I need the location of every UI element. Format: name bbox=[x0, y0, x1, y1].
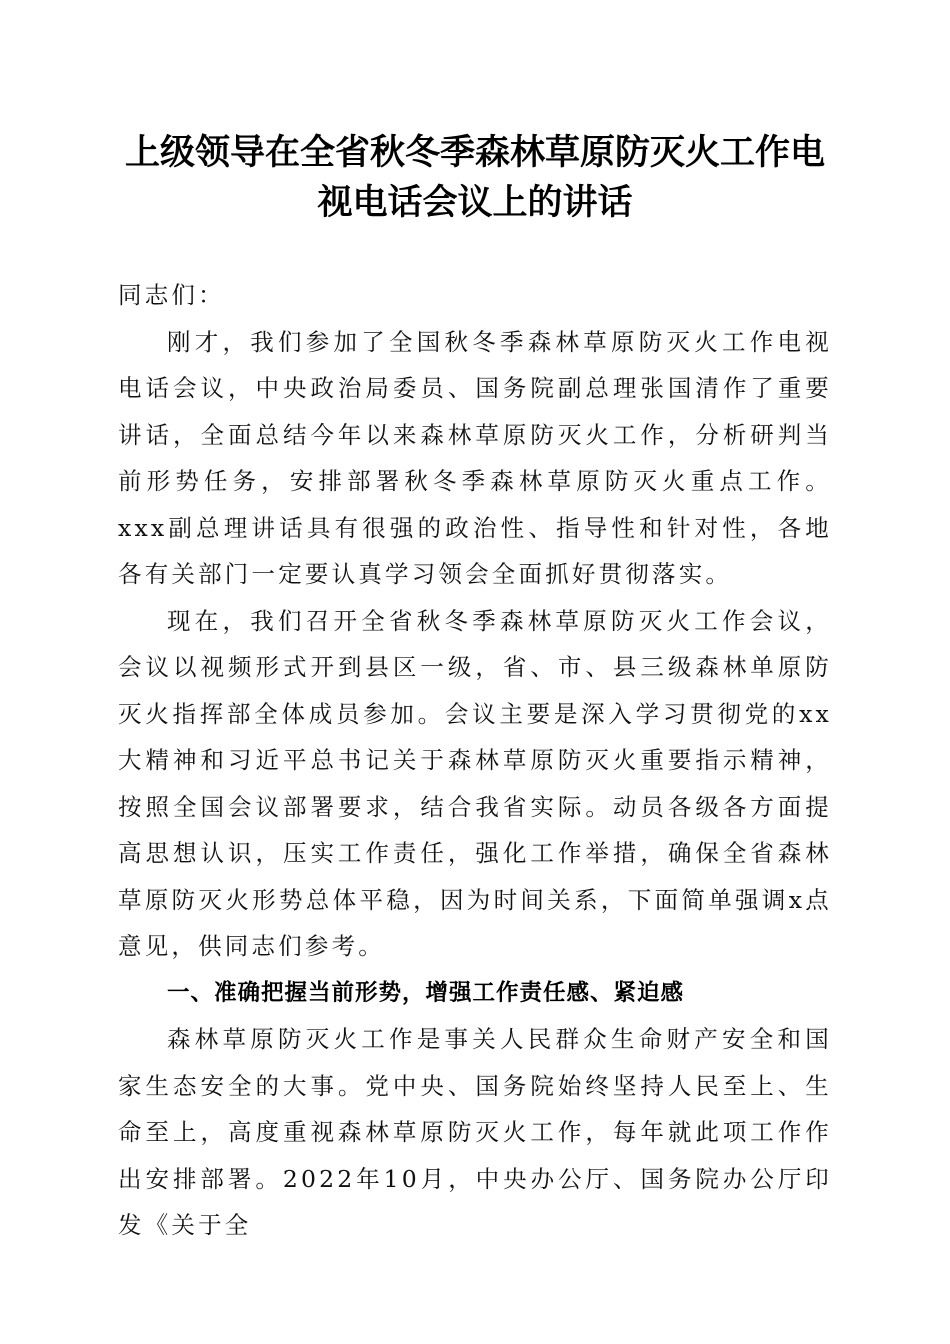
salutation: 同志们： bbox=[118, 281, 225, 309]
document-title-line-2: 视电话会议上的讲话 bbox=[317, 183, 633, 223]
paragraph-2: 现在，我们召开全省秋冬季森林草原防灭火工作会议，会议以视频形式开到县区一级，省、市、县三级森林单原防灭火指挥部全体成员参加。会议主要是深入学习贯彻党的xx大精神和习近平总书记关于森林草原防灭火重要指示精神，按照全国会议部署要求，结合我省实际。动员各级各方面提高思想认识，压实工作责任，强化工作举措，确保全省森林草原防灭火形势总体平稳，因为时间关系，下面简单强调x点意见，供同志们参考。 bbox=[118, 606, 832, 960]
paragraph-1: 刚才，我们参加了全国秋冬季森林草原防灭火工作电视电话会议，中央政治局委员、国务院副总理张国清作了重要讲话，全面总结今年以来森林草原防灭火工作，分析研判当前形势任务，安排部署秋冬季森林草原防灭火重点工作。xxx副总理讲话具有很强的政治性、指导性和针对性，各地各有关部门一定要认真学习领会全面抓好贯彻落实。 bbox=[118, 327, 832, 588]
section-1-paragraph: 森林草原防灭火工作是事关人民群众生命财产安全和国家生态安全的大事。党中央、国务院始终坚持人民至上、生命至上，高度重视森林草原防灭火工作，每年就此项工作作出安排部署。2022年10月，中央办公厅、国务院办公厅印发《关于全 bbox=[118, 1025, 832, 1239]
document-body bbox=[118, 272, 832, 1249]
section-1-heading: 一、准确把握当前形势，增强工作责任感、紧迫感 bbox=[167, 979, 685, 1006]
document-title bbox=[118, 128, 832, 228]
document-title-line-1: 上级领导在全省秋冬季森林草原防灭火工作电 bbox=[124, 133, 825, 173]
